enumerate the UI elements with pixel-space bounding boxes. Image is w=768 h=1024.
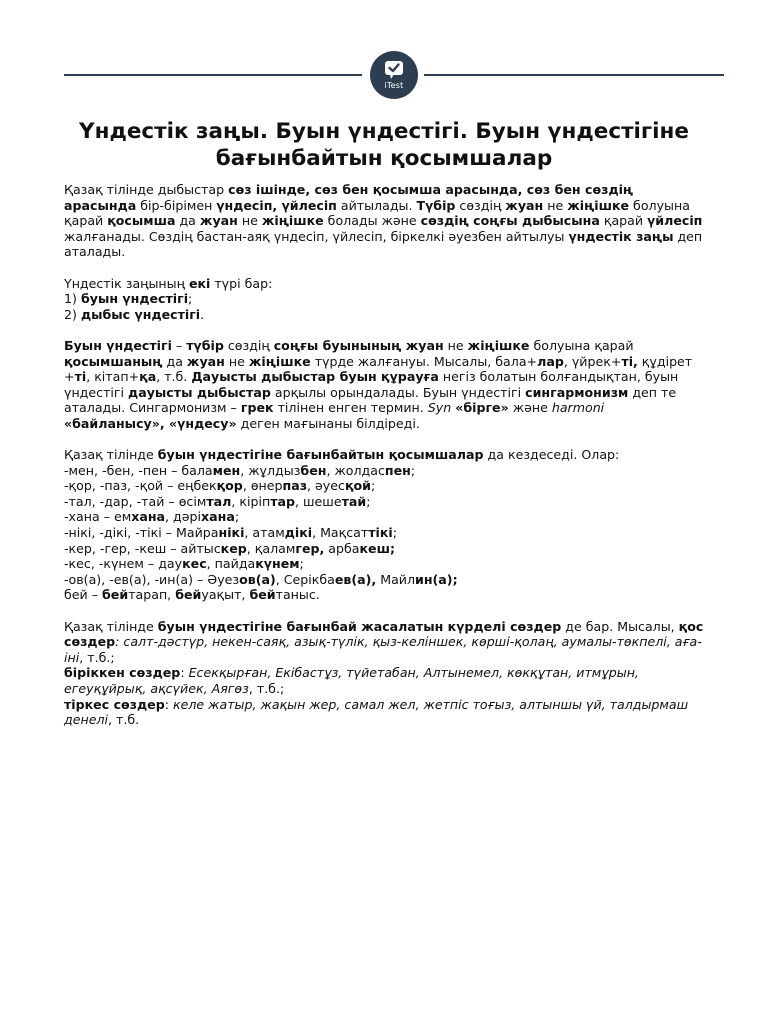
bold-text: ев(а), (334, 571, 377, 587)
text-segment: түрде жалғануы. Мысалы, бала+ (310, 353, 538, 369)
bold-text: «байланысу», «үндесу» (64, 415, 237, 431)
bold-text: қор (216, 478, 243, 494)
text-segment: Қазақ тілінде дыбыстар (64, 182, 229, 197)
text-segment: : (180, 665, 189, 681)
text-line (64, 587, 724, 603)
text-segment: тілінен енген термин. (273, 400, 428, 416)
text-segment: қарай (64, 213, 108, 229)
text-segment: – (171, 337, 187, 353)
bold-text: түбір (186, 337, 224, 353)
text-segment: және (508, 400, 552, 416)
bold-text: қа (139, 369, 157, 385)
header-divider-left (64, 74, 362, 76)
text-segment: болады және (323, 213, 421, 229)
italic-text: келе жатыр, жақын жер, самал жел, жетпіс тоғыз, алтыншы үй, талдырмаш (172, 696, 689, 712)
text-segment: , кіріп (231, 493, 271, 509)
paragraph (64, 619, 724, 728)
text-segment: , пайда (206, 556, 256, 572)
text-line (64, 572, 724, 588)
bold-text: сөз ішінде, сөз бен қосымша арасында, сөз бен сөздің (228, 182, 634, 197)
bold-text: пен (384, 462, 411, 478)
bold-text: күнем (255, 556, 300, 572)
text-segment: ; (299, 556, 304, 572)
bold-text: дауысты дыбыстар (128, 384, 271, 400)
text-line (64, 198, 724, 214)
italic-text: Есекқырған, Екібастұз, түйетабан, Алтынемел, көкқұтан, итмұрын, (188, 665, 639, 681)
text-segment: да (162, 353, 187, 369)
text-segment: , жұлдыз (240, 462, 301, 478)
text-segment: сөздің (455, 197, 506, 213)
bold-text: үндесіп, үйлесіп (216, 197, 337, 213)
bold-text: Дауысты дыбыстар буын құрауға (191, 369, 439, 385)
text-line (64, 400, 724, 416)
bold-text: буын үндестігі (80, 291, 189, 307)
text-segment: қарай (599, 213, 648, 229)
text-segment: , кітап+ (86, 369, 140, 385)
bold-text: соңғы буынының жуан (273, 337, 444, 353)
bold-text: кеш; (359, 540, 395, 556)
text-line (64, 307, 724, 323)
bold-text: тал (206, 493, 232, 509)
bold-text: жіңішке (261, 213, 324, 229)
text-segment: таныс. (275, 587, 320, 603)
bold-text: дыбыс үндестігі (80, 306, 201, 322)
bold-text: сөздің соңғы дыбысына (420, 213, 600, 229)
page-header (64, 48, 724, 102)
text-line (64, 463, 724, 479)
text-segment: не (443, 337, 468, 353)
bold-text: тай (341, 493, 367, 509)
bold-text: Түбір (416, 197, 456, 213)
text-segment: , жолдас (326, 462, 385, 478)
text-line (64, 541, 724, 557)
text-segment: үндестігі (64, 384, 129, 400)
logo-text: iTest (384, 81, 404, 90)
text-segment: болуына қарай (529, 337, 634, 353)
text-segment: -хана – ем (64, 509, 132, 525)
bold-text: буын үндестігіне бағынбай жасалатын күрделі сөздер (157, 618, 562, 634)
text-segment: . (200, 306, 205, 322)
text-segment: , т.б. (156, 369, 192, 385)
text-segment: , әуес (307, 478, 345, 494)
checkmark-speech-bubble-icon (383, 60, 405, 80)
bold-text: қой (344, 478, 371, 494)
text-segment: не (237, 213, 262, 229)
text-segment: ; (392, 525, 397, 541)
bold-text: тікі (368, 525, 393, 541)
text-segment: да (175, 213, 200, 229)
text-line (64, 712, 724, 728)
text-segment: ; (410, 462, 416, 478)
text-line (64, 650, 724, 666)
text-line (64, 213, 724, 229)
bold-text: жуан (186, 353, 225, 369)
text-segment: -нікі, -дікі, -тікі – Майра (64, 525, 219, 541)
text-segment: -тал, -дар, -тай – өсім (64, 493, 207, 509)
text-segment: , үйрек+ (563, 353, 622, 369)
bold-text: жуан (199, 213, 238, 229)
text-line (64, 556, 724, 572)
document-body (64, 182, 724, 743)
text-segment: Үндестік заңының (64, 275, 189, 291)
text-segment: Қазақ тілінде (64, 618, 158, 634)
text-line (64, 229, 724, 245)
text-segment: аталады. (64, 244, 126, 260)
italic-text: : салт-дәстүр, некен-саяқ, азық-түлік, қыз-келіншек, көрші-қолаң, аумалы-төкпелі, аға- (115, 634, 702, 650)
bold-text: жіңішке (248, 353, 311, 369)
bold-text: бей (175, 587, 202, 603)
text-segment: түрі бар: (210, 275, 273, 291)
text-segment: -кер, -гер, -кеш – айтыс (64, 540, 221, 556)
text-segment: , Серікба (275, 571, 335, 587)
bold-text: тар (270, 493, 296, 509)
text-segment: ; (366, 493, 371, 509)
text-line (64, 634, 724, 650)
text-line (64, 369, 724, 385)
text-segment: не (543, 197, 568, 213)
italic-text: денелі (64, 712, 108, 728)
bold-text: паз (282, 478, 308, 494)
text-line (64, 416, 724, 432)
text-line (64, 291, 724, 307)
text-line (64, 338, 724, 354)
bold-text: үйлесіп (647, 213, 703, 229)
bold-text: дікі (284, 525, 313, 541)
bold-text: нікі (218, 525, 245, 541)
text-segment: ; (234, 509, 240, 525)
text-line (64, 478, 724, 494)
bold-text: жіңішке (467, 337, 530, 353)
text-segment: , дәрі (165, 509, 202, 525)
paragraph (64, 338, 724, 432)
bold-text: хана (201, 509, 235, 525)
text-segment: 2) (64, 306, 81, 322)
text-segment: -ов(а), -ев(а), -ин(а) – Әуез (64, 571, 240, 587)
text-segment: , т.б.; (79, 649, 115, 665)
bold-text: жуан (505, 197, 544, 213)
bold-text: лар (537, 353, 564, 369)
text-segment: уақыт, (201, 587, 250, 603)
bold-text: ті, (621, 353, 638, 369)
bold-text: арасында (64, 197, 137, 213)
bold-text: біріккен сөздер (64, 665, 181, 681)
itest-logo (370, 51, 418, 99)
bold-text: грек (240, 400, 274, 416)
text-segment: құдірет (637, 353, 693, 369)
text-line (64, 385, 724, 401)
bold-text: буын үндестігіне бағынбайтын қосымшалар (157, 447, 484, 463)
text-segment: бей – (64, 587, 103, 603)
text-segment: болуына (629, 197, 690, 213)
bold-text: «бірге» (455, 400, 509, 416)
text-segment: Майл (376, 571, 416, 587)
text-line (64, 447, 724, 463)
bold-text: екі (188, 275, 211, 291)
bold-text: жіңішке (567, 197, 630, 213)
text-line (64, 276, 724, 292)
text-line (64, 182, 724, 198)
paragraph (64, 276, 724, 323)
bold-text: бен (300, 462, 327, 478)
bold-text: кер (220, 540, 247, 556)
bold-text: сөздер (64, 634, 116, 650)
bold-text: қосымшаның (64, 353, 163, 369)
text-segment: тарап, (128, 587, 176, 603)
text-segment: ; (188, 291, 193, 307)
text-segment: , т.б.; (248, 681, 285, 696)
text-segment: негіз болатын болғандықтан, буын (438, 369, 679, 385)
text-segment: , атам (244, 525, 285, 541)
bold-text: тіркес сөздер (64, 696, 165, 712)
bold-text: кес (182, 556, 207, 572)
italic-text: harmoni (551, 400, 605, 416)
text-segment: деп (673, 228, 703, 244)
bold-text: Буын үндестігі (64, 337, 172, 353)
text-segment: Қазақ тілінде (64, 447, 158, 463)
bold-text: ов(а) (239, 571, 276, 587)
text-segment: , өнер (242, 478, 283, 494)
text-segment: -кес, -күнем – дау (64, 556, 183, 572)
text-segment: не (224, 353, 249, 369)
text-line (64, 244, 724, 260)
text-segment: деген мағынаны білдіреді. (236, 415, 420, 431)
text-segment: -қор, -паз, -қой – еңбек (64, 478, 217, 494)
bold-text: бей (102, 587, 129, 603)
text-segment: деп те (628, 384, 677, 400)
text-segment: ; (370, 478, 376, 494)
text-segment: бір-бірімен (136, 197, 217, 213)
text-line (64, 697, 724, 713)
italic-text: Syn (427, 400, 452, 416)
italic-text: егеуқұйрық, ақсүйек, Аягөз (64, 681, 249, 696)
text-segment: , Мақсат (312, 525, 369, 541)
text-line (64, 494, 724, 510)
text-line (64, 354, 724, 370)
text-segment: арба (324, 540, 360, 556)
text-line (64, 681, 724, 697)
page-title: Үндестік заңы. Буын үндестігі. Буын үндестігіне бағынбайтын қосымшалар (79, 119, 689, 171)
paragraph (64, 182, 724, 260)
text-segment: сөздің (223, 337, 274, 353)
bold-text: гер, (295, 540, 325, 556)
bold-text: ин(а); (415, 571, 458, 587)
text-segment: 1) (64, 291, 81, 307)
text-segment: арқылы орындалады. Буын үндестігі (270, 384, 526, 400)
text-segment: аталады. Сингармонизм – (64, 400, 241, 416)
text-segment: айтылады. (336, 197, 417, 213)
paragraph (64, 447, 724, 603)
text-segment: + (64, 369, 75, 385)
header-divider-right (424, 74, 724, 76)
italic-text: іні (64, 649, 80, 665)
bold-text: хана (131, 509, 166, 525)
text-segment: , т.б. (108, 712, 140, 728)
text-line (64, 509, 724, 525)
text-segment: да кездеседі. Олар: (483, 447, 620, 463)
bold-text: үндестік заңы (568, 228, 674, 244)
bold-text: бей (249, 587, 276, 603)
text-segment: жалғанады. Сөздің бастан-аяқ үндесіп, үйлесіп, біркелкі әуезбен айтылуы (64, 228, 569, 244)
text-segment: де бар. Мысалы, (561, 618, 679, 634)
text-line (64, 525, 724, 541)
text-segment: , шеше (295, 493, 342, 509)
text-segment: : (164, 696, 173, 712)
bold-text: қосымша (107, 213, 176, 229)
bold-text: сингармонизм (525, 384, 629, 400)
text-line (64, 619, 724, 635)
bold-text: қос (678, 618, 704, 634)
text-segment: , қалам (246, 540, 296, 556)
bold-text: мен (212, 462, 241, 478)
text-line (64, 665, 724, 681)
text-segment: -мен, -бен, -пен – бала (64, 462, 213, 478)
bold-text: ті (74, 369, 87, 385)
